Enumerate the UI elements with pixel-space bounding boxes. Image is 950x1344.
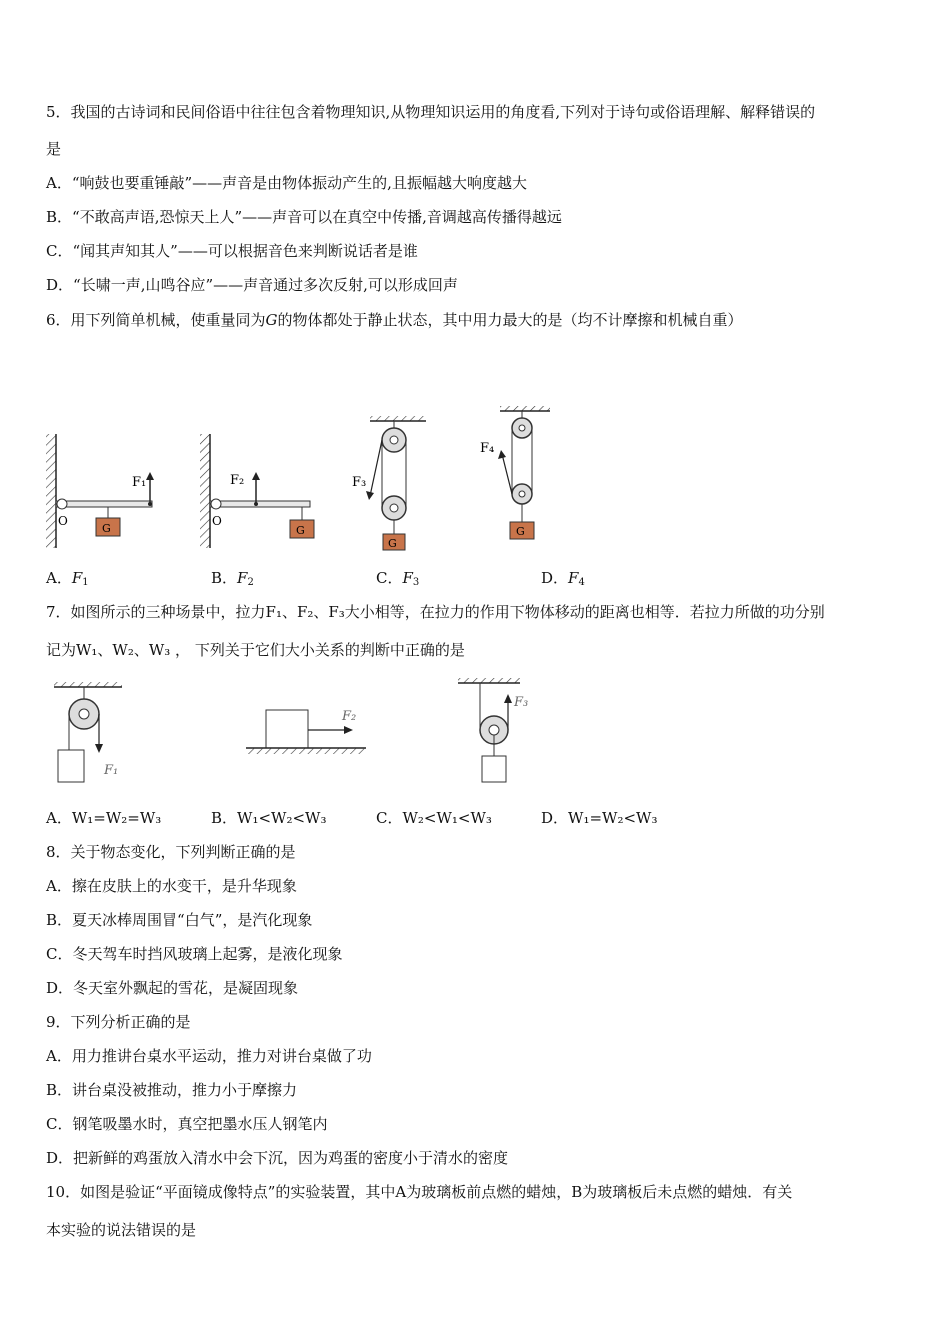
q7-stem-cont: 记为W₁、W₂、W₃ ， 下列关于它们大小关系的判断中正确的是	[46, 641, 465, 659]
q7-fig-3	[458, 678, 528, 782]
q6-option-a-var: F	[71, 569, 83, 587]
q5-option-a: A．“响鼓也要重锤敲”——声音是由物体振动产生的,且振幅越大响度越大	[46, 174, 527, 192]
q6-option-b-var: F	[237, 569, 248, 587]
q5-stem: 5．我国的古诗词和民间俗语中往往包含着物理知识,从物理知识运用的角度看,下列对于诗句或俗语理解、解释错误的	[46, 103, 816, 121]
q6-option-d-sub: 4	[578, 577, 585, 588]
q5-stem-cont: 是	[46, 140, 62, 158]
q6-option-b-sub: 2	[247, 577, 254, 588]
q6-option-c-letter: C．	[376, 569, 403, 587]
q6-option-c-var: F	[402, 569, 413, 587]
q6-figure	[40, 400, 600, 560]
q6-fig-a-force-label: F₁	[132, 475, 147, 490]
q6-fig-a-pivot-label: O	[58, 514, 68, 528]
q6-fig-c-weight-label: G	[388, 537, 397, 550]
q6-option-d-var: F	[568, 569, 579, 587]
q6-fig-d-weight-label: G	[516, 525, 525, 538]
q8-option-a: A．擦在皮肤上的水变干，是升华现象	[46, 877, 297, 895]
q5-option-d: D．“长啸一声,山鸣谷应”——声音通过多次反射,可以形成回声	[46, 276, 458, 294]
q7-option-a: A．W₁=W₂=W₃	[46, 809, 162, 827]
q6-stem-pre: 6．用下列简单机械，使重量同为	[46, 311, 266, 329]
q7-fig-1	[54, 682, 122, 782]
q8-option-c: C．冬天驾车时挡风玻璃上起雾，是液化现象	[46, 945, 343, 963]
q7-option-d: D．W₁=W₂<W₃	[541, 809, 658, 827]
q6-fig-c	[352, 416, 426, 550]
q6-fig-a	[46, 434, 154, 548]
q5-option-b: B．“不敢高声语,恐惊天上人”——声音可以在真空中传播,音调越高传播得越远	[46, 208, 562, 226]
q6-option-d	[541, 568, 585, 593]
q8-option-d: D．冬天室外飘起的雪花，是凝固现象	[46, 979, 299, 997]
q5-option-c: C．“闻其声知其人”——可以根据音色来判断说话者是谁	[46, 242, 418, 260]
q9-option-c: C．钢笔吸墨水时，真空把墨水压人钢笔内	[46, 1115, 328, 1133]
q7-fig-2-force-label: F₂	[342, 709, 357, 724]
q6-stem-post: 的物体都处于静止状态，其中用力最大的是（均不计摩擦和机械自重）	[277, 311, 743, 329]
q9-option-d: D．把新鲜的鸡蛋放入清水中会下沉，因为鸡蛋的密度小于清水的密度	[46, 1149, 509, 1167]
q6-fig-c-force-label: F₃	[352, 475, 367, 490]
q6-fig-b-force-label: F₂	[230, 473, 245, 488]
q7-figure	[46, 676, 529, 792]
q6-option-a	[46, 568, 89, 593]
q8-option-b: B．夏天冰棒周围冒“白气”，是汽化现象	[46, 911, 313, 929]
q9-option-b: B．讲台桌没被推动，推力小于摩擦力	[46, 1081, 298, 1099]
q6-fig-a-weight-label: G	[102, 522, 111, 535]
q10-stem-cont: 本实验的说法错误的是	[46, 1221, 197, 1239]
q7-stem: 7．如图所示的三种场景中，拉力F₁、F₂、F₃大小相等，在拉力的作用下物体移动的距离也相等．若拉力所做的功分别	[46, 603, 825, 621]
q7-fig-1-force-label: F₁	[104, 763, 119, 778]
q8-stem: 8．关于物态变化，下列判断正确的是	[46, 843, 296, 861]
q6-option-a-sub: 1	[82, 577, 89, 588]
q9-stem: 9．下列分析正确的是	[46, 1013, 191, 1031]
q6-option-b-letter: B．	[211, 569, 238, 587]
q6-fig-b	[200, 434, 314, 548]
q6-stem-var: G	[265, 311, 278, 329]
q9-option-a: A．用力推讲台桌水平运动，推力对讲台桌做了功	[46, 1047, 372, 1065]
q7-option-c: C．W₂<W₁<W₃	[376, 809, 492, 827]
q6-fig-b-weight-label: G	[296, 524, 305, 537]
q6-stem	[46, 310, 743, 330]
q7-option-b: B．W₁<W₂<W₃	[211, 809, 327, 827]
q7-fig-2	[246, 709, 366, 754]
q7-fig-3-force-label: F₃	[514, 695, 529, 710]
q6-option-c-sub: 3	[412, 577, 420, 588]
q6-option-c	[376, 568, 419, 593]
q10-stem: 10．如图是验证“平面镜成像特点”的实验装置，其中A为玻璃板前点燃的蜡烛，B为玻璃板后未点燃的蜡烛．有关	[46, 1183, 793, 1201]
q6-option-a-letter: A．	[46, 569, 72, 587]
q6-fig-d-force-label: F₄	[480, 441, 495, 456]
q6-option-d-letter: D．	[541, 569, 569, 587]
q6-fig-b-pivot-label: O	[212, 514, 222, 528]
q6-option-b	[211, 568, 254, 593]
q6-fig-d	[480, 406, 550, 539]
